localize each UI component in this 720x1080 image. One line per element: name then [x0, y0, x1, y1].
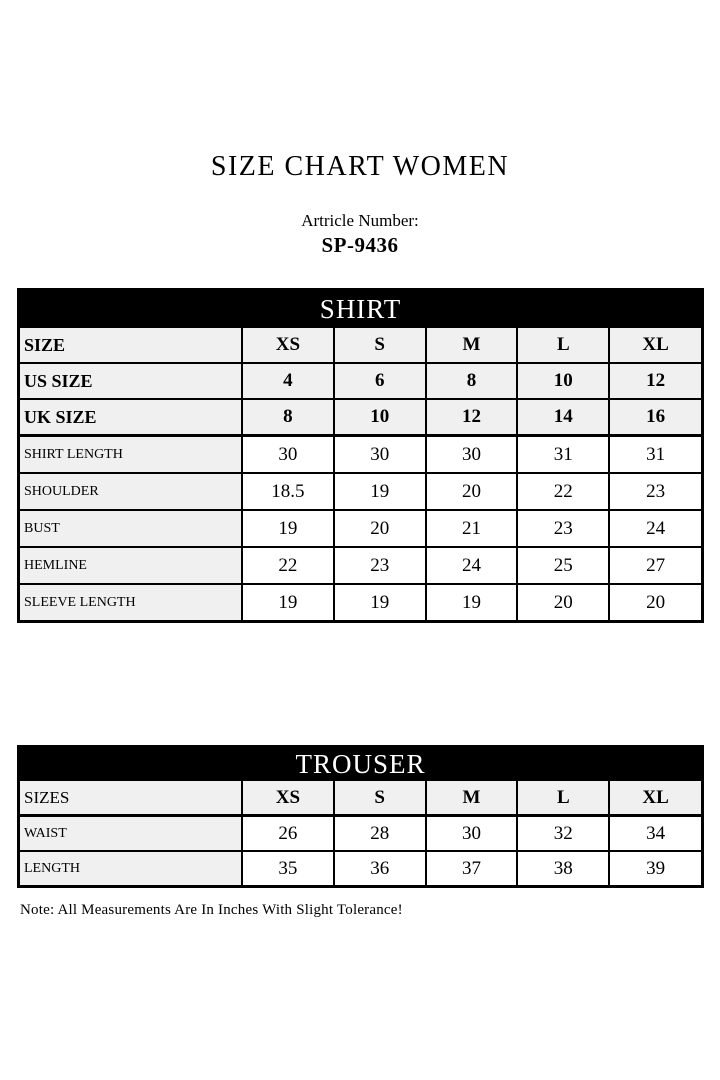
- table-row: [20, 781, 701, 816]
- size-value-cell: 21: [426, 510, 518, 547]
- table-row: [20, 363, 701, 399]
- size-value-cell: 20: [334, 510, 426, 547]
- size-value-cell: 6: [334, 363, 426, 399]
- shirt-table-title: SHIRT: [20, 291, 701, 328]
- size-value-cell: L: [517, 781, 609, 816]
- size-value-cell: 34: [609, 816, 701, 852]
- size-value-cell: 37: [426, 851, 518, 885]
- size-value-cell: 28: [334, 816, 426, 852]
- row-label: UK SIZE: [20, 399, 242, 436]
- size-value-cell: 22: [517, 473, 609, 510]
- size-value-cell: 16: [609, 399, 701, 436]
- size-value-cell: 18.5: [242, 473, 334, 510]
- size-value-cell: M: [426, 328, 518, 363]
- size-value-cell: L: [517, 328, 609, 363]
- size-value-cell: 19: [334, 473, 426, 510]
- size-value-cell: 19: [334, 584, 426, 620]
- article-number-label: Artricle Number:: [301, 211, 419, 230]
- size-value-cell: 23: [609, 473, 701, 510]
- size-value-cell: 8: [242, 399, 334, 436]
- row-label: HEMLINE: [20, 547, 242, 584]
- size-value-cell: 4: [242, 363, 334, 399]
- shirt-table-grid: [20, 328, 701, 620]
- article-number-value: SP-9436: [321, 233, 399, 257]
- size-value-cell: 20: [426, 473, 518, 510]
- size-value-cell: 38: [517, 851, 609, 885]
- size-value-cell: 12: [426, 399, 518, 436]
- table-row: [20, 473, 701, 510]
- row-label: SLEEVE LENGTH: [20, 584, 242, 620]
- table-row: [20, 510, 701, 547]
- size-value-cell: S: [334, 781, 426, 816]
- size-value-cell: 19: [242, 510, 334, 547]
- size-value-cell: XS: [242, 328, 334, 363]
- size-value-cell: 31: [517, 436, 609, 474]
- table-row: [20, 399, 701, 436]
- size-value-cell: XL: [609, 328, 701, 363]
- table-row: [20, 851, 701, 885]
- size-value-cell: 20: [609, 584, 701, 620]
- trouser-table-title: TROUSER: [20, 748, 701, 781]
- size-value-cell: 39: [609, 851, 701, 885]
- size-value-cell: 30: [334, 436, 426, 474]
- row-label: SHOULDER: [20, 473, 242, 510]
- size-value-cell: 22: [242, 547, 334, 584]
- size-value-cell: 35: [242, 851, 334, 885]
- size-value-cell: M: [426, 781, 518, 816]
- row-label: WAIST: [20, 816, 242, 852]
- size-value-cell: 10: [517, 363, 609, 399]
- size-value-cell: 24: [426, 547, 518, 584]
- size-value-cell: XL: [609, 781, 701, 816]
- size-value-cell: 14: [517, 399, 609, 436]
- size-value-cell: 25: [517, 547, 609, 584]
- page-title: SIZE CHART WOMEN: [210, 151, 510, 182]
- table-row: [20, 328, 701, 363]
- row-label: SHIRT LENGTH: [20, 436, 242, 474]
- size-value-cell: 31: [609, 436, 701, 474]
- size-value-cell: 26: [242, 816, 334, 852]
- size-value-cell: 12: [609, 363, 701, 399]
- row-label: US SIZE: [20, 363, 242, 399]
- size-value-cell: 23: [334, 547, 426, 584]
- trouser-table-grid: [20, 781, 701, 885]
- size-value-cell: XS: [242, 781, 334, 816]
- table-row: [20, 816, 701, 852]
- row-label: SIZE: [20, 328, 242, 363]
- size-value-cell: 32: [517, 816, 609, 852]
- size-value-cell: 19: [426, 584, 518, 620]
- row-label: SIZES: [20, 781, 242, 816]
- size-value-cell: 36: [334, 851, 426, 885]
- size-value-cell: 20: [517, 584, 609, 620]
- size-value-cell: 30: [426, 816, 518, 852]
- measurements-note: Note: All Measurements Are In Inches With Slight Tolerance!: [20, 902, 403, 918]
- size-value-cell: 19: [242, 584, 334, 620]
- table-row: [20, 436, 701, 474]
- row-label: LENGTH: [20, 851, 242, 885]
- table-row: [20, 547, 701, 584]
- size-value-cell: 23: [517, 510, 609, 547]
- size-value-cell: 27: [609, 547, 701, 584]
- size-value-cell: 30: [242, 436, 334, 474]
- table-row: [20, 584, 701, 620]
- size-value-cell: 8: [426, 363, 518, 399]
- size-value-cell: S: [334, 328, 426, 363]
- row-label: BUST: [20, 510, 242, 547]
- size-value-cell: 30: [426, 436, 518, 474]
- size-value-cell: 10: [334, 399, 426, 436]
- shirt-size-table: [17, 288, 704, 623]
- size-value-cell: 24: [609, 510, 701, 547]
- trouser-size-table: [17, 745, 704, 888]
